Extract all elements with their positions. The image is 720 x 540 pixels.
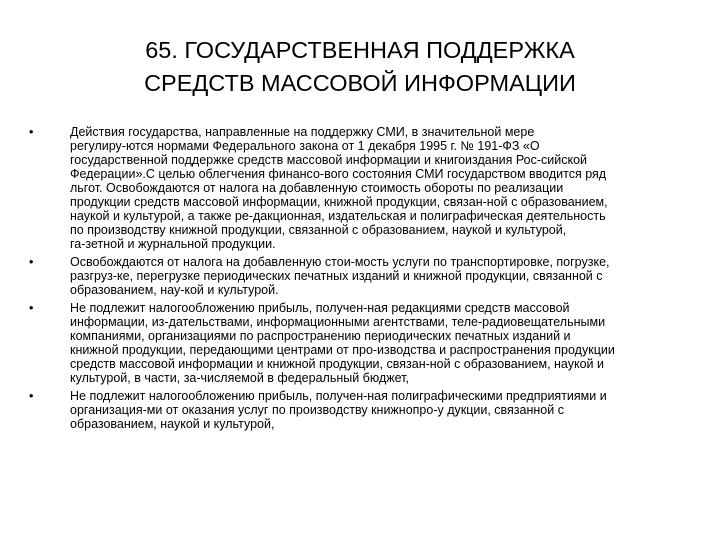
text-line: организация-ми от оказания услуг по производству книжнопро-у дукции, связанной с	[70, 403, 564, 417]
text-line: образованием, наукой и культурой,	[70, 417, 275, 431]
text-line: образованием, нау-кой и культурой.	[70, 283, 279, 297]
text-line: культурой, в части, за-числяемой в федеральный бюджет,	[70, 371, 409, 385]
text-line: по производству книжной продукции, связанной с образованием, наукой и культурой,	[70, 223, 567, 237]
slide-title	[60, 34, 660, 100]
bullet-text	[70, 389, 689, 431]
bullet-item	[29, 125, 689, 251]
text-line: информации, из-дательствами, информационными агентствами, теле-радиовещательными	[70, 315, 606, 329]
bullet-icon: •	[29, 389, 34, 403]
text-line: разгруз-ке, перегрузке периодических печатных изданий и книжной продукции, связанной с	[70, 269, 603, 283]
slide-title-line: 65. ГОСУДАРСТВЕННАЯ ПОДДЕРЖКА	[145, 37, 575, 63]
text-line: регулиру-ются нормами Федерального закона от 1 декабря 1995 г. № 191-ФЗ «О	[70, 139, 540, 153]
bullet-item	[29, 255, 689, 297]
text-line: Не подлежит налогообложению прибыль, получен-ная полиграфическими предприятиями и	[70, 389, 607, 403]
bullet-text	[70, 301, 689, 385]
text-line: продукции средств массовой информации, книжной продукции, связан-ной с образованием,	[70, 195, 608, 209]
bullet-item	[29, 301, 689, 385]
slide-title-line: СРЕДСТВ МАССОВОЙ ИНФОРМАЦИИ	[144, 70, 576, 96]
bullet-item	[29, 389, 689, 431]
bullet-icon: •	[29, 125, 34, 139]
text-line: Федерации».С целью облегчения финансо-вого состояния СМИ государством вводится ряд	[70, 167, 607, 181]
bullet-icon: •	[29, 255, 34, 269]
text-line: льгот. Освобождаются от налога на добавленную стоимость обороты по реализации	[70, 181, 564, 195]
text-line: государственной поддержке средств массовой информации и книгоиздания Рос-сийской	[70, 153, 588, 167]
text-line: средств массовой информации и книжной продукции, связан-ной с образованием, наукой и	[70, 357, 604, 371]
text-line: Действия государства, направленные на поддержку СМИ, в значительной мере	[70, 125, 535, 139]
text-line: книжной продукции, передающими центрами от про-изводства и распространения продукции	[70, 343, 615, 357]
text-line: Не подлежит налогообложению прибыль, получен-ная редакциями средств массовой	[70, 301, 570, 315]
text-line: Освобождаются от налога на добавленную стои-мость услуги по транспортировке, погрузке,	[70, 255, 610, 269]
text-line: га-зетной и журнальной продукции.	[70, 237, 276, 251]
text-line: наукой и культурой, а также ре-дакционная, издательская и полиграфическая деятельность	[70, 209, 606, 223]
bullet-text	[70, 125, 689, 251]
bullet-list	[29, 125, 689, 431]
text-line: компаниями, организациями по распространению периодических печатных изданий и	[70, 329, 571, 343]
bullet-text	[70, 255, 689, 297]
bullet-icon: •	[29, 301, 34, 315]
